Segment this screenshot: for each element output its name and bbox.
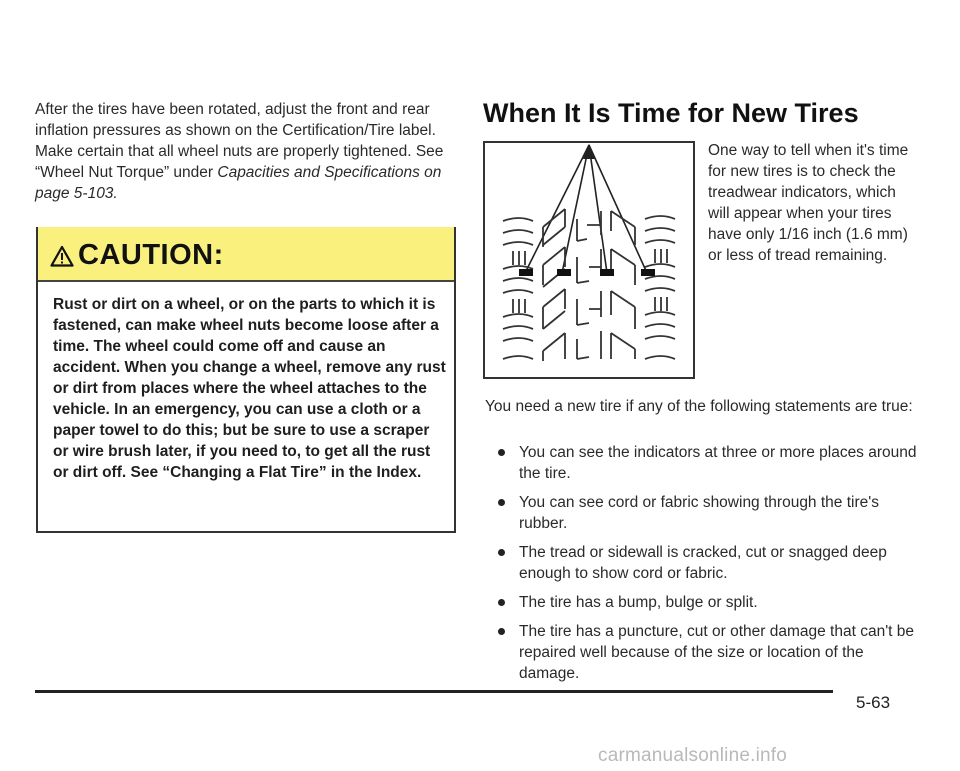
- bullet-dot-icon: [498, 599, 505, 606]
- section-heading: When It Is Time for New Tires: [483, 98, 859, 128]
- bullet-dot-icon: [498, 449, 505, 456]
- watermark: carmanualsonline.info: [598, 745, 788, 766]
- bullet-dot-icon: [498, 628, 505, 635]
- caution-body: Rust or dirt on a wheel, or on the parts to which it is fastened, can make wheel nuts become loose after a time. The wheel could come off and cause an accident. When you change a wheel, remove any rust or dirt from places where the wheel attaches to the vehicle. In an emergency, you can use a cloth or a paper towel to do this; but be sure to use a scraper or wire brush later, if you need to, to get all the rust or dirt off. See “Changing a Flat Tire” in the Index.: [53, 296, 446, 481]
- list-item: You can see the indicators at three or more places around the tire.: [498, 442, 918, 484]
- intro-paragraph: [35, 99, 465, 204]
- page-number: 5-63: [856, 693, 891, 712]
- treadwear-indicator-figure: [483, 141, 695, 379]
- caution-box: [36, 227, 456, 533]
- intro-text: After the tires have been rotated, adjust the front and rear inflation pressures as shown on the Certification/Tire label. Make certain that all wheel nuts are properly tightened. See “Wheel Nut Torque” under: [35, 101, 444, 181]
- list-item: The tire has a puncture, cut or other damage that can't be repaired well because of the size or location of the damage.: [498, 621, 918, 684]
- list-item: You can see cord or fabric showing through the tire's rubber.: [498, 492, 918, 534]
- list-item: The tread or sidewall is cracked, cut or snagged deep enough to show cord or fabric.: [498, 542, 918, 584]
- caution-header: [38, 227, 454, 282]
- list-item: The tire has a bump, bulge or split.: [498, 592, 918, 613]
- caution-title: CAUTION:: [78, 239, 224, 271]
- bullet-dot-icon: [498, 499, 505, 506]
- warning-triangle-icon: [50, 245, 74, 267]
- footer-rule: [35, 690, 833, 693]
- replacement-intro: You need a new tire if any of the following statements are true:: [485, 398, 913, 415]
- intro-reference: Capacities and Specifications on page 5-103.: [35, 164, 442, 202]
- replacement-criteria-list: [498, 442, 918, 692]
- treadwear-description: One way to tell when it's time for new tires is to check the treadwear indicators, which will appear when your tires have only 1/16 inch (1.6 mm) or less of tread remaining.: [708, 142, 909, 264]
- bullet-dot-icon: [498, 549, 505, 556]
